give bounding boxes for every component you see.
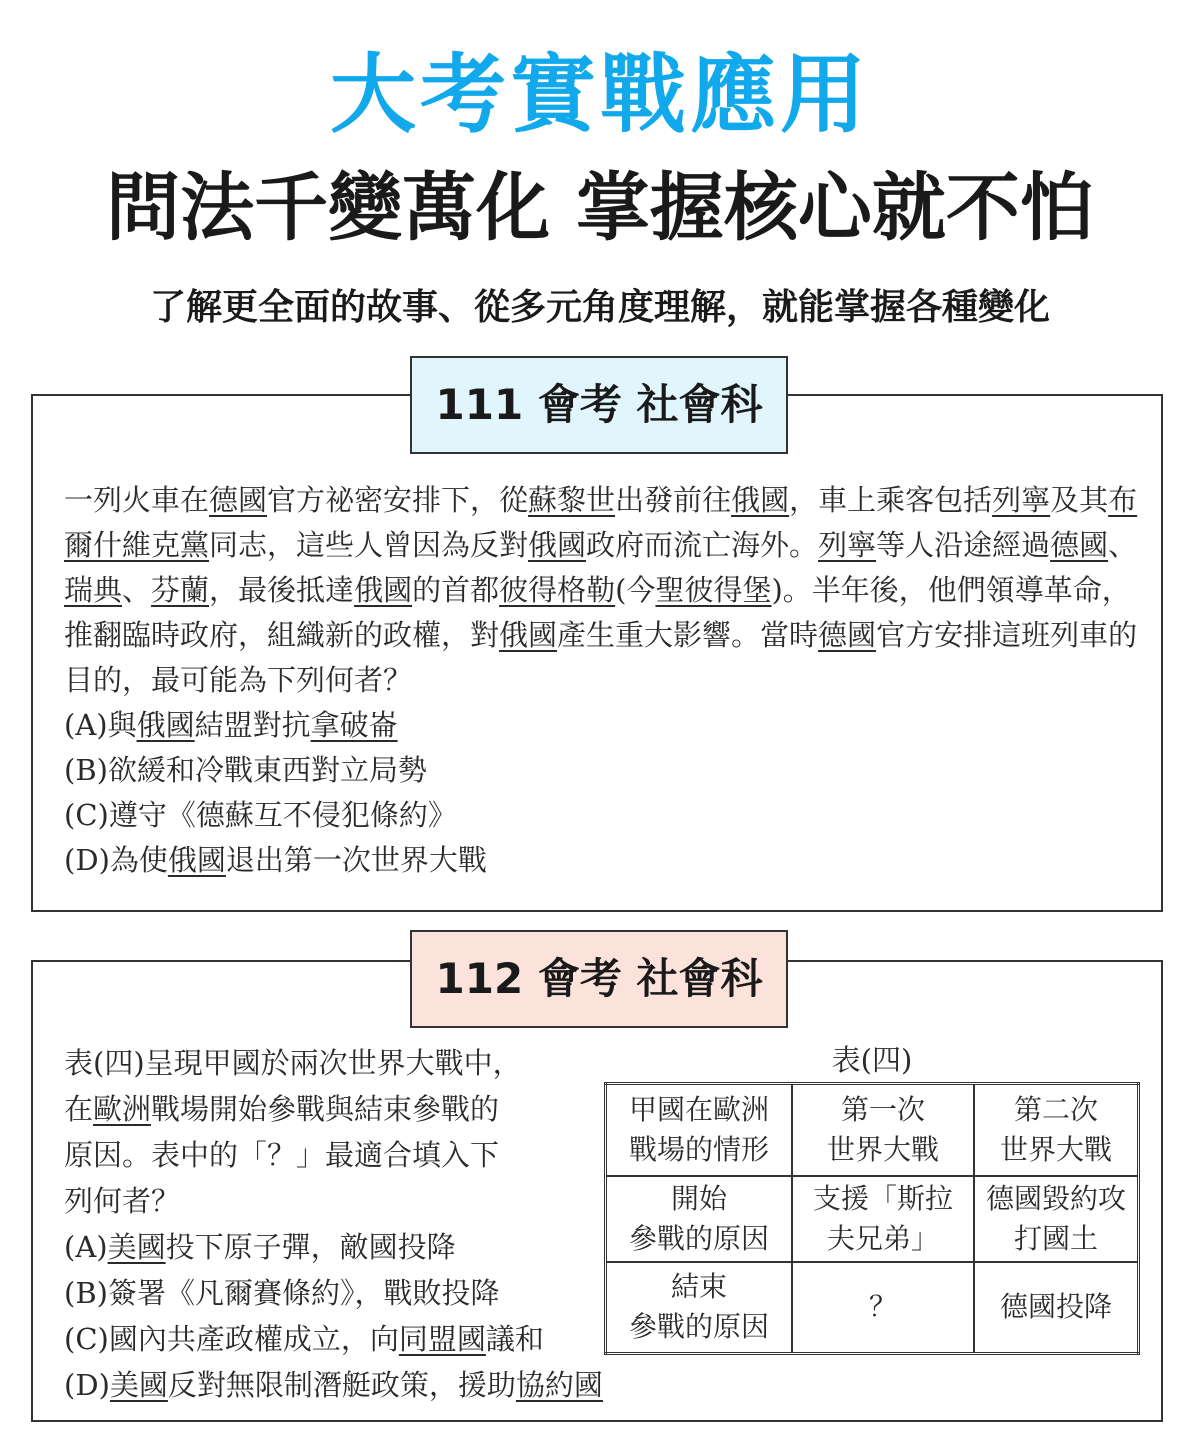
option-text: 國內共產政權成立，向 bbox=[108, 1322, 399, 1356]
page-tagline: 了解更全面的故事、從多元角度理解，就能掌握各種變化 bbox=[149, 287, 1050, 328]
table-cell bbox=[792, 1176, 974, 1262]
cell-line: ？ bbox=[868, 1290, 897, 1324]
stem-text: 同志，這些人曾因為反對 bbox=[209, 528, 529, 562]
exam-112-label: 112 會考 社會科 bbox=[410, 930, 788, 1028]
cell-line: 開始 bbox=[670, 1181, 727, 1215]
option-marker: (A) bbox=[64, 708, 108, 742]
option-b bbox=[64, 1270, 624, 1316]
option-marker: (B) bbox=[64, 1276, 108, 1310]
option-a bbox=[64, 1224, 624, 1270]
option-text: 簽署《凡爾賽條約》，戰敗投降 bbox=[107, 1276, 500, 1310]
option-c bbox=[64, 793, 1144, 838]
table-cell bbox=[606, 1176, 793, 1262]
option-marker: (D) bbox=[64, 1368, 110, 1402]
stem-term: 俄國 bbox=[499, 618, 558, 652]
cell-line: 打國土 bbox=[1013, 1221, 1098, 1255]
exam-111-stem bbox=[64, 478, 1144, 703]
stem-term: 瑞典 bbox=[64, 573, 123, 607]
stem-term: 芬蘭 bbox=[151, 573, 210, 607]
table-cell bbox=[792, 1084, 974, 1176]
stem-text: (今 bbox=[615, 573, 656, 607]
option-text: 與 bbox=[107, 708, 137, 742]
cell-line: 支援「斯拉 bbox=[812, 1181, 953, 1215]
option-term: 美國 bbox=[107, 1230, 166, 1264]
page-title: 大考實戰應用 bbox=[330, 45, 870, 145]
stem-term: 彼得格勒 bbox=[499, 573, 616, 607]
cell-line: 第二次 bbox=[1013, 1092, 1098, 1126]
stem-text: )。半年後，他們領導革命，推翻臨時政府，組織新的政權，對 bbox=[64, 573, 1131, 652]
option-d bbox=[64, 1362, 624, 1408]
stem-text: 官方祕密安排下，從 bbox=[267, 483, 529, 517]
table-four bbox=[604, 1082, 1140, 1355]
stem-text: 在 bbox=[64, 1092, 94, 1126]
stem-text: 一列火車在 bbox=[64, 483, 210, 517]
table-row bbox=[606, 1262, 1139, 1354]
table-cell bbox=[606, 1262, 793, 1354]
option-marker: (D) bbox=[64, 843, 110, 877]
stem-text: 、 bbox=[1108, 528, 1138, 562]
option-term: 俄國 bbox=[136, 708, 195, 742]
stem-text: 等人沿途經過 bbox=[876, 528, 1051, 562]
stem-term: 德國 bbox=[1050, 528, 1109, 562]
option-term: 拿破崙 bbox=[310, 708, 398, 742]
option-term: 美國 bbox=[109, 1368, 168, 1402]
cell-line: 第一次 bbox=[840, 1092, 925, 1126]
stem-text: 及其 bbox=[1050, 483, 1109, 517]
table-cell bbox=[974, 1262, 1139, 1354]
stem-term: 德國 bbox=[818, 618, 877, 652]
option-text: 遵守《德蘇互不侵犯條約》 bbox=[108, 798, 457, 832]
exam-111-question bbox=[64, 478, 1144, 883]
table-cell bbox=[606, 1084, 793, 1176]
stem-term: 德國 bbox=[209, 483, 268, 517]
table-cell bbox=[974, 1176, 1139, 1262]
option-marker: (B) bbox=[64, 753, 108, 787]
option-a bbox=[64, 703, 1144, 748]
option-term: 俄國 bbox=[167, 843, 226, 877]
cell-line: 甲國在歐洲 bbox=[628, 1092, 769, 1126]
stem-text: 政府而流亡海外。 bbox=[586, 528, 819, 562]
option-text: 為使 bbox=[109, 843, 168, 877]
option-d bbox=[64, 838, 1144, 883]
table-cell bbox=[792, 1262, 974, 1354]
stem-term: 聖彼得堡 bbox=[655, 573, 772, 607]
option-marker: (A) bbox=[64, 1230, 108, 1264]
stem-term: 列寧 bbox=[818, 528, 877, 562]
option-c bbox=[64, 1316, 624, 1362]
stem-term: 列寧 bbox=[992, 483, 1051, 517]
cell-line: 德國毀約攻 bbox=[985, 1181, 1126, 1215]
option-marker: (C) bbox=[64, 1322, 109, 1356]
table-caption: 表(四) bbox=[831, 1043, 913, 1077]
cell-line: 參戰的原因 bbox=[628, 1310, 769, 1344]
stem-text: ，車上乘客包括 bbox=[789, 483, 993, 517]
option-text: 議和 bbox=[485, 1322, 544, 1356]
stem-text: 、 bbox=[122, 573, 152, 607]
exam-112-question bbox=[64, 1040, 624, 1408]
option-text: 反對無限制潛艇政策，援助 bbox=[167, 1368, 516, 1402]
cell-line: 戰場的情形 bbox=[628, 1132, 769, 1166]
option-term: 同盟國 bbox=[398, 1322, 486, 1356]
stem-text: 出發前往 bbox=[615, 483, 732, 517]
option-text: 欲緩和冷戰東西對立局勢 bbox=[107, 753, 427, 787]
stem-text: ，最後抵達 bbox=[209, 573, 355, 607]
table-row bbox=[606, 1176, 1139, 1262]
stem-line bbox=[64, 1086, 624, 1132]
stem-text: 產生重大影響。當時 bbox=[557, 618, 819, 652]
cell-line: 世界大戰 bbox=[999, 1132, 1112, 1166]
page-subtitle: 問法千變萬化 掌握核心就不怕 bbox=[106, 165, 1094, 251]
option-text: 結盟對抗 bbox=[194, 708, 311, 742]
option-text: 投下原子彈，敵國投降 bbox=[165, 1230, 456, 1264]
stem-text: 的首都 bbox=[412, 573, 500, 607]
stem-term: 俄國 bbox=[731, 483, 790, 517]
cell-line: 參戰的原因 bbox=[628, 1221, 769, 1255]
stem-term: 俄國 bbox=[354, 573, 413, 607]
stem-term: 歐洲 bbox=[93, 1092, 152, 1126]
cell-line: 德國投降 bbox=[999, 1290, 1112, 1324]
stem-text: 戰場開始參戰與結束參戰的 bbox=[151, 1092, 500, 1126]
stem-line: 原因。表中的「？」最適合填入下 bbox=[64, 1138, 500, 1172]
option-text: 退出第一次世界大戰 bbox=[225, 843, 487, 877]
table-cell bbox=[974, 1084, 1139, 1176]
option-term: 協約國 bbox=[515, 1368, 603, 1402]
stem-line: 表(四)呈現甲國於兩次世界大戰中， bbox=[64, 1046, 522, 1080]
stem-term: 俄國 bbox=[528, 528, 587, 562]
option-marker: (C) bbox=[64, 798, 109, 832]
stem-term: 蘇黎世 bbox=[528, 483, 616, 517]
cell-line: 世界大戰 bbox=[826, 1132, 939, 1166]
stem-term: 布爾什維克黨 bbox=[64, 483, 1138, 562]
table-row bbox=[606, 1084, 1139, 1176]
cell-line: 結束 bbox=[670, 1270, 727, 1304]
exam-111-label: 111 會考 社會科 bbox=[410, 356, 788, 454]
cell-line: 夫兄弟」 bbox=[826, 1221, 939, 1255]
stem-line: 列何者？ bbox=[64, 1184, 181, 1218]
option-b bbox=[64, 748, 1144, 793]
stem-text: 官方安排這班列車的目的，最可能為下列何者？ bbox=[64, 618, 1138, 697]
